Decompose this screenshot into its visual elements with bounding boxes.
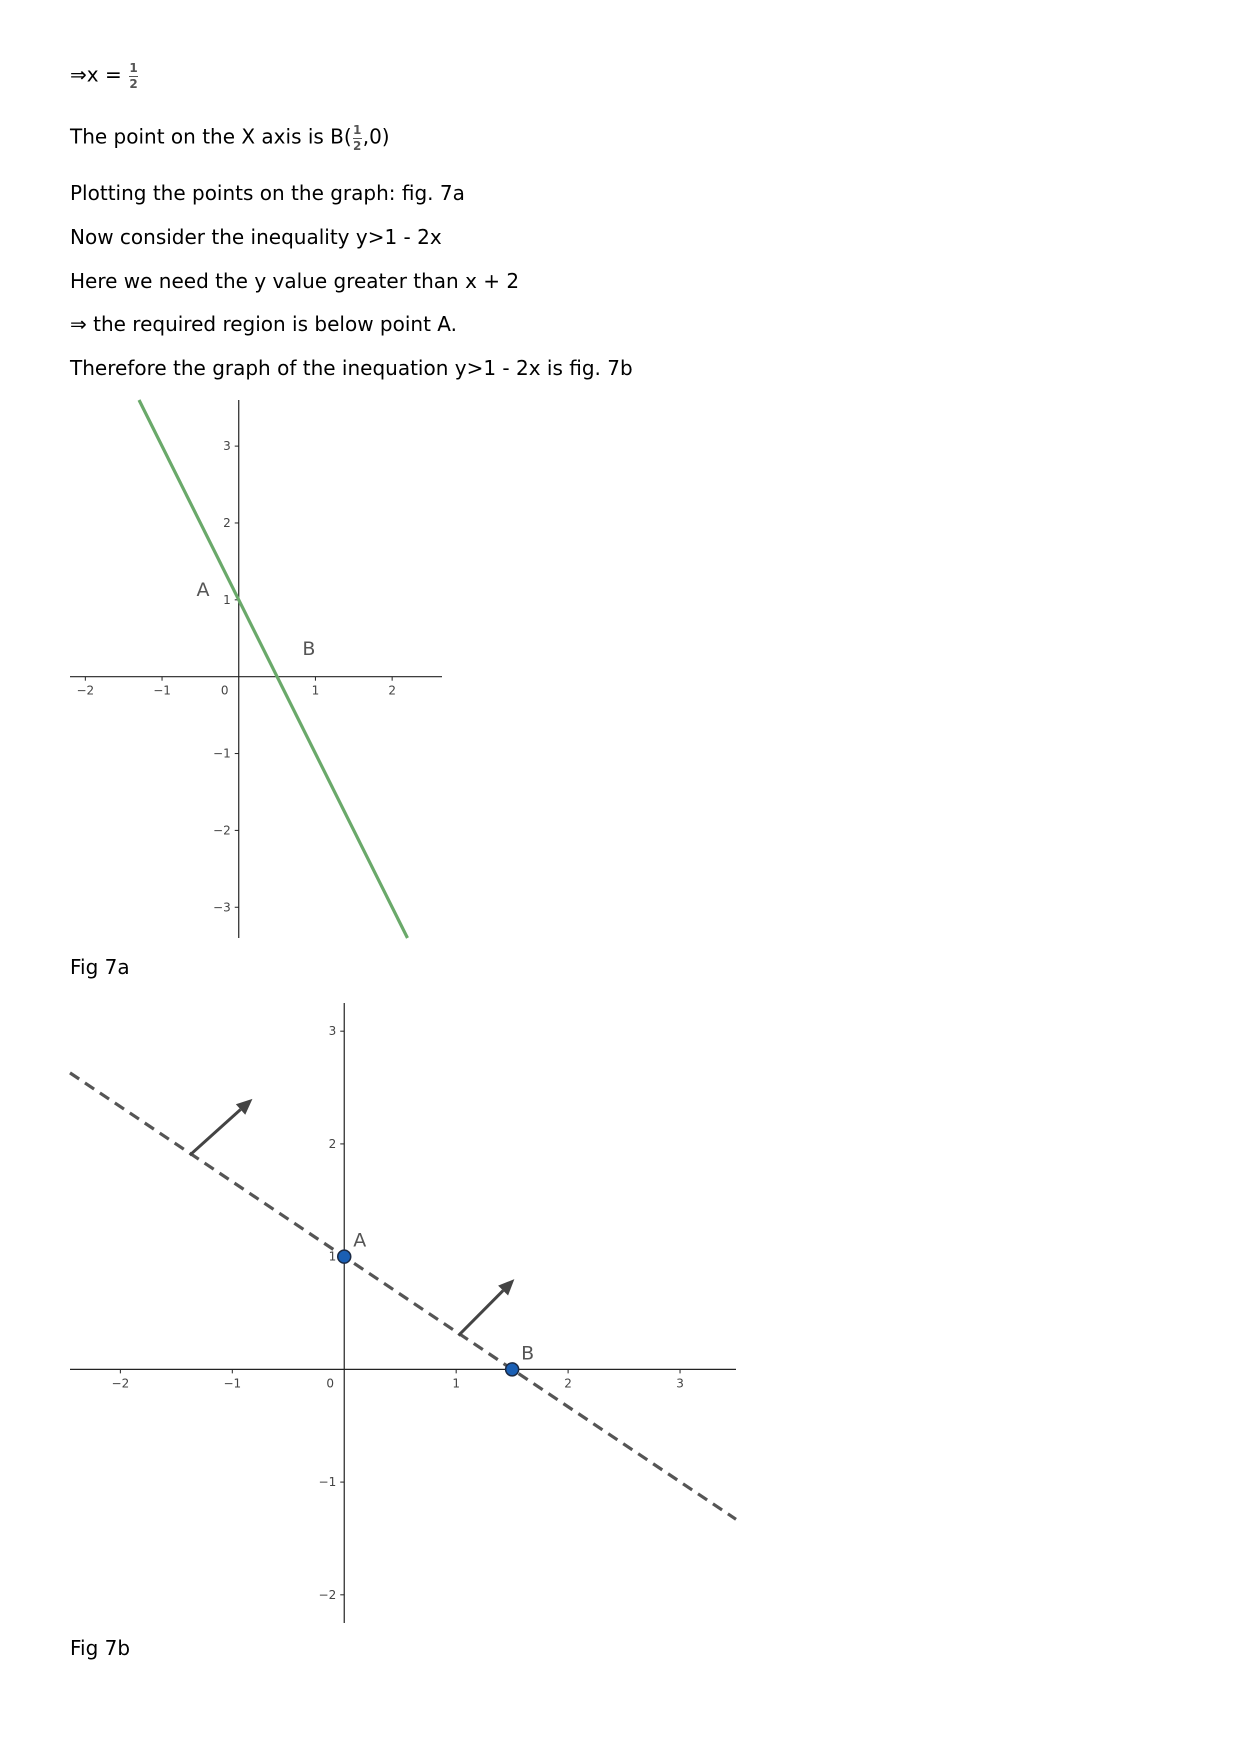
fraction-numerator: 1 (129, 61, 138, 75)
fraction-denominator: 2 (129, 77, 138, 91)
y-tick-label: −2 (213, 823, 231, 838)
caption-fig-7a: Fig 7a (70, 955, 130, 979)
x-tick-label: 1 (452, 1376, 460, 1391)
caption-fig-7b: Fig 7b (70, 1636, 131, 1660)
y-tick-label: 1 (223, 592, 231, 607)
fraction-denominator: 2 (353, 139, 362, 153)
y-tick-label: −3 (213, 900, 231, 915)
y-tick-label: 1 (328, 1249, 337, 1264)
direction-arrow (190, 1110, 241, 1156)
y-tick-label: 3 (223, 439, 231, 454)
x-tick-label: −1 (223, 1376, 242, 1391)
text-line-4: Now consider the inequality y>1 - 2x (70, 225, 442, 249)
direction-arrow (458, 1291, 503, 1336)
point-b (506, 1363, 519, 1376)
text-line-3: Plotting the points on the graph: fig. 7a (70, 181, 465, 205)
x-tick-label: 1 (311, 683, 320, 698)
point-label: B (302, 638, 316, 661)
series-line (70, 1073, 736, 1519)
text-line-5: Here we need the y value greater than x + 2 (70, 269, 520, 293)
x-tick-label: 0 (326, 1376, 335, 1391)
x-tick-label: 0 (220, 683, 229, 698)
y-tick-label: 2 (328, 1136, 337, 1151)
y-tick-label: 2 (223, 515, 231, 530)
x-tick-label: 2 (564, 1376, 572, 1391)
point-label: B (521, 1342, 535, 1365)
y-tick-label: −1 (318, 1475, 337, 1490)
x-tick-label: 3 (676, 1376, 684, 1391)
point-label: A (353, 1229, 367, 1252)
y-tick-label: 3 (328, 1024, 337, 1039)
x-tick-label: −2 (111, 1376, 130, 1391)
text-line-7: Therefore the graph of the inequation y>1 - 2x is fig. 7b (70, 356, 633, 380)
point-b-prefix: The point on the X axis is B( (70, 124, 352, 149)
x-tick-label: −1 (153, 683, 171, 698)
x-tick-label: −2 (76, 683, 95, 698)
fraction-numerator: 1 (353, 123, 362, 137)
x-tick-label: 2 (388, 683, 396, 698)
point-b-suffix: ,0) (362, 124, 390, 149)
point-a (338, 1250, 351, 1263)
equation-prefix: ⇒x = (70, 62, 122, 87)
y-tick-label: −1 (213, 746, 231, 761)
y-tick-label: −2 (318, 1587, 337, 1602)
text-line-6: ⇒ the required region is below point A. (70, 312, 457, 336)
point-label: A (196, 578, 210, 601)
